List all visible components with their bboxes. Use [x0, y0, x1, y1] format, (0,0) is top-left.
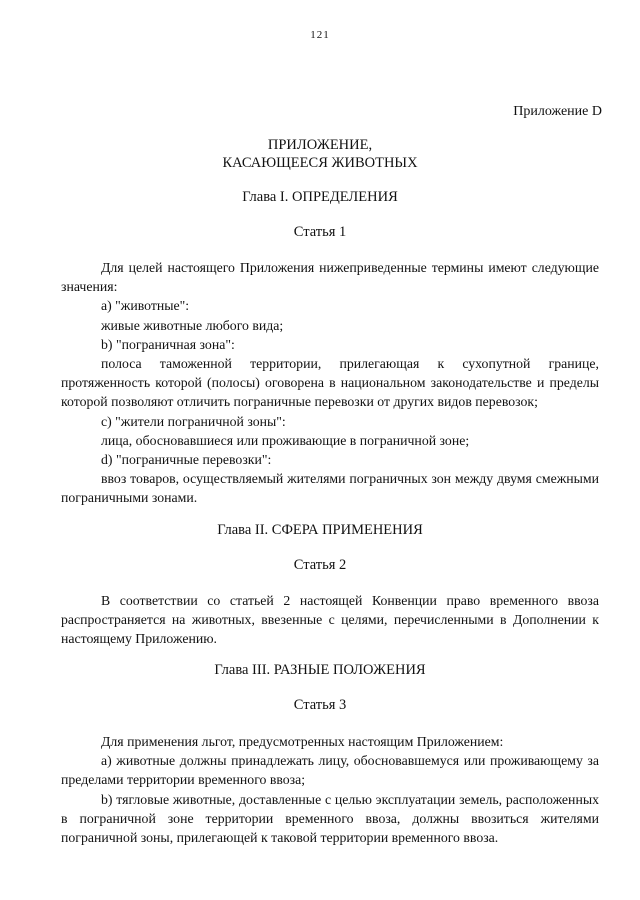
- article1-heading: Статья 1: [293, 224, 347, 240]
- article3-item-b: b) тягловые животные, доставленные с целью эксплуатации земель, расположенных в пограничной зоне территории временного ввоза, должны ввозиться жителями пограничной зоны, прилегающей к таковой территории временного ввоза.: [61, 791, 599, 846]
- article3-heading: Статья 3: [293, 697, 347, 713]
- article3-intro: Для применения льгот, предусмотренных настоящим Приложением:: [101, 734, 504, 749]
- article1-intro: Для целей настоящего Приложения нижеприведенные термины имеют следующие значения:: [61, 260, 599, 295]
- definition-b-text: полоса таможенной территории, прилегающая к сухопутной границе, протяженность которой (полосы) оговорена в национальном законодательстве и пределы которой позволяют отличить пограничные перевозки от других видов перевозок;: [61, 356, 599, 410]
- article3-body: [61, 732, 599, 847]
- page-number: 121: [310, 29, 330, 41]
- chapter3-heading: Глава III. РАЗНЫЕ ПОЛОЖЕНИЯ: [214, 662, 426, 678]
- definition-d-text: ввоз товаров, осуществляемый жителями пограничных зон между двумя смежными пограничными зонами.: [61, 471, 599, 506]
- definition-b-term: b) "пограничная зона":: [101, 336, 235, 352]
- annex-title-line2: КАСАЮЩЕЕСЯ ЖИВОТНЫХ: [222, 155, 418, 171]
- article2-text: В соответствии со статьей 2 настоящей Конвенции право временного ввоза распространяется на животных, ввезенные с целями, перечисленными в Дополнении к настоящему Приложению.: [61, 593, 599, 647]
- article2-heading: Статья 2: [293, 557, 347, 573]
- definition-d-term: d) "пограничные перевозки":: [101, 452, 272, 468]
- annex-label: Приложение D: [513, 104, 602, 119]
- annex-title-line1: ПРИЛОЖЕНИЕ,: [267, 137, 373, 153]
- definition-c-text: лица, обосновавшиеся или проживающие в пограничной зоне;: [101, 432, 470, 448]
- chapter2-heading: Глава II. СФЕРА ПРИМЕНЕНИЯ: [217, 522, 423, 538]
- definition-c-term: c) "жители пограничной зоны":: [101, 413, 286, 429]
- article3-item-a: a) животные должны принадлежать лицу, обосновавшемуся или проживающему за пределами территории временного ввоза;: [61, 753, 599, 788]
- definition-a-term: a) "животные":: [101, 298, 190, 314]
- article1-body: [61, 258, 599, 508]
- article2-body: [61, 591, 599, 649]
- chapter1-heading: Глава I. ОПРЕДЕЛЕНИЯ: [242, 189, 398, 205]
- definition-a-text: живые животные любого вида;: [101, 317, 284, 333]
